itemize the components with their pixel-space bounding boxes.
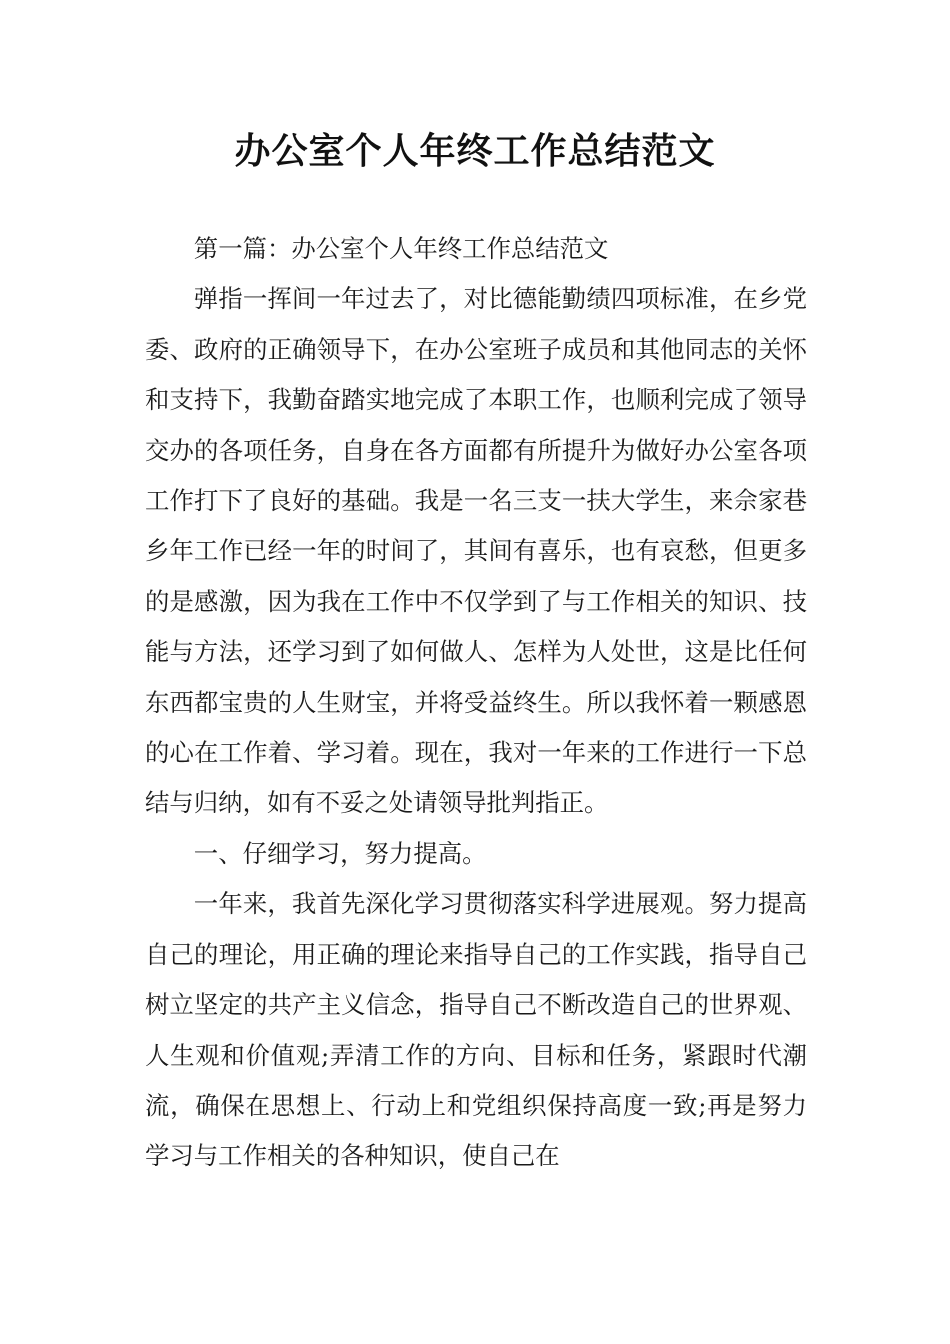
paragraph-intro: 弹指一挥间一年过去了，对比德能勤绩四项标准，在乡党委、政府的正确领导下，在办公室班子成员和其他同志的关怀和支持下，我勤奋踏实地完成了本职工作，也顺利完成了领导交办的各项任务，自身在各方面都有所提升为做好办公室各项工作打下了良好的基础。我是一名三支一扶大学生，来佘家巷乡年工作已经一年的时间了，其间有喜乐，也有哀愁，但更多的是感激，因为我在工作中不仅学到了与工作相关的知识、技能与方法，还学习到了如何做人、怎样为人处世，这是比任何东西都宝贵的人生财宝，并将受益终生。所以我怀着一颗感恩的心在工作着、学习着。现在，我对一年来的工作进行一下总结与归纳，如有不妥之处请领导批判指正。 — [145, 284, 807, 818]
paragraph-heading: 第一篇：办公室个人年终工作总结范文 — [193, 234, 609, 263]
document-title: 办公室个人年终工作总结范文 — [234, 131, 716, 172]
paragraph-section-1: 一年来，我首先深化学习贯彻落实科学进展观。努力提高自己的理论，用正确的理论来指导自己的工作实践，指导自己树立坚定的共产主义信念，指导自己不断改造自己的世界观、人生观和价值观;弄清工作的方向、目标和任务，紧跟时代潮流，确保在思想上、行动上和党组织保持高度一致;再是努力学习与工作相关的各种知识，使自己在 — [145, 889, 807, 1171]
document-body — [145, 224, 807, 1182]
section-heading: 一、仔细学习，努力提高。 — [193, 838, 487, 868]
